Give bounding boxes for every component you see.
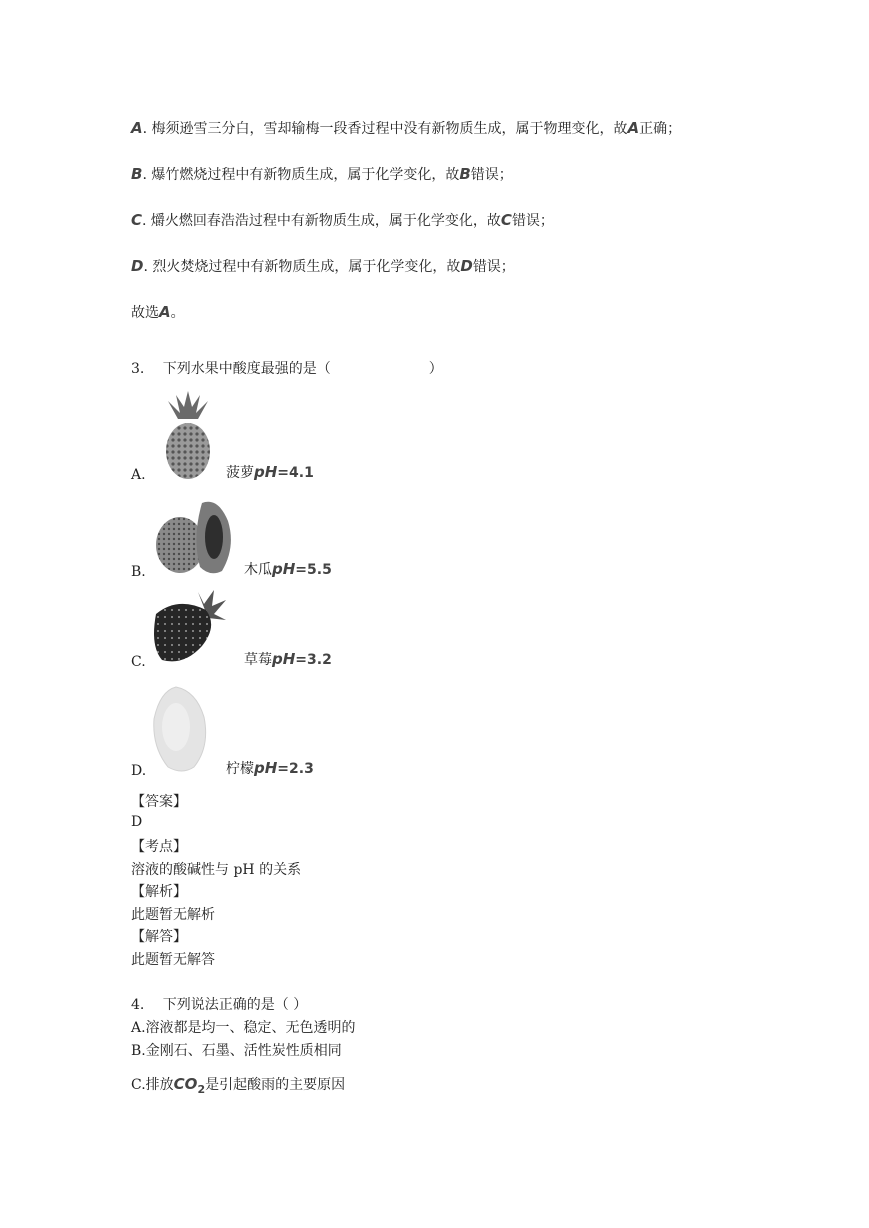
option-c-suffix: 是引起酸雨的主要原因 — [205, 1077, 346, 1093]
ph-symbol: pH — [254, 759, 278, 777]
explanation-line-b — [131, 164, 513, 184]
fruit-name: 木瓜 — [244, 562, 272, 578]
solution-value: 此题暂无解答 — [131, 952, 215, 968]
topic-header: 【考点】 — [131, 839, 187, 855]
explanation-tail: 正确； — [639, 121, 682, 137]
analysis-value: 此题暂无解析 — [131, 907, 215, 923]
conclusion-line — [131, 302, 185, 322]
ph-symbol: pH — [254, 463, 278, 481]
equals-sign: = — [295, 652, 308, 668]
option-b-label: B. — [131, 564, 146, 580]
lemon-icon — [146, 683, 214, 775]
conclusion-suffix: 。 — [170, 305, 185, 321]
explanation-line-c — [131, 210, 554, 230]
option-letter: A — [131, 119, 143, 137]
ph-value: 5.5 — [307, 562, 332, 578]
explanation-tail: 错误； — [511, 213, 554, 229]
equals-sign: = — [277, 761, 290, 777]
pineapple-icon — [158, 389, 218, 481]
explanation-line-d — [131, 256, 515, 276]
question-4-option-b: B.金刚石、石墨、活性炭性质相同 — [131, 1043, 342, 1059]
papaya-icon — [152, 497, 240, 577]
option-letter: D — [131, 257, 144, 275]
explanation-text: . 烈火焚烧过程中有新物质生成，属于化学变化，故 — [143, 259, 461, 275]
option-b-text — [244, 559, 332, 579]
explanation-text: . 爆竹燃烧过程中有新物质生成，属于化学变化，故 — [142, 167, 460, 183]
conclusion-prefix: 故选 — [131, 305, 159, 321]
conclusion-letter: A — [159, 303, 171, 321]
explanation-text: . 梅须逊雪三分白，雪却输梅一段香过程中没有新物质生成，属于物理变化，故 — [142, 121, 628, 137]
option-a-label: A. — [131, 467, 146, 483]
explanation-text: . 爝火燃回春浩浩过程中有新物质生成，属于化学变化，故 — [142, 213, 501, 229]
ph-value: 4.1 — [289, 465, 314, 481]
strawberry-icon — [148, 586, 228, 668]
co2-formula — [173, 1075, 206, 1096]
co2-subscript: 2 — [197, 1083, 206, 1096]
equals-sign: = — [295, 562, 308, 578]
explanation-tail: 错误； — [472, 259, 515, 275]
answer-header: 【答案】 — [131, 794, 187, 810]
option-c-text — [244, 649, 332, 669]
option-d-label: D. — [131, 763, 147, 779]
option-letter: C — [500, 211, 512, 229]
explanation-line-a — [131, 118, 681, 138]
answer-value: D — [131, 814, 143, 830]
question-3-stem: 3. 下列水果中酸度最强的是（ ） — [131, 361, 443, 377]
option-a-text — [226, 462, 314, 482]
option-d-text — [226, 758, 314, 778]
analysis-header: 【解析】 — [131, 884, 187, 900]
explanation-tail: 错误； — [470, 167, 513, 183]
ph-symbol: pH — [272, 560, 296, 578]
fruit-name: 柠檬 — [226, 761, 254, 777]
option-c-label: C. — [131, 654, 146, 670]
option-c-prefix: C.排放 — [131, 1077, 174, 1093]
question-4-option-c — [131, 1074, 345, 1096]
solution-header: 【解答】 — [131, 929, 187, 945]
co2-symbol: CO — [173, 1075, 198, 1093]
option-letter: B — [459, 165, 471, 183]
ph-value: 3.2 — [307, 652, 332, 668]
option-letter: D — [460, 257, 473, 275]
option-letter: C — [131, 211, 143, 229]
fruit-name: 菠萝 — [226, 465, 254, 481]
topic-value: 溶液的酸碱性与 pH 的关系 — [131, 862, 302, 878]
option-letter: A — [627, 119, 640, 137]
option-letter: B — [131, 165, 143, 183]
fruit-name: 草莓 — [244, 652, 272, 668]
question-4-option-a: A.溶液都是均一、稳定、无色透明的 — [131, 1020, 356, 1036]
ph-value: 2.3 — [289, 761, 314, 777]
ph-symbol: pH — [272, 650, 296, 668]
equals-sign: = — [277, 465, 290, 481]
question-4-stem: 4. 下列说法正确的是（ ） — [131, 997, 308, 1013]
